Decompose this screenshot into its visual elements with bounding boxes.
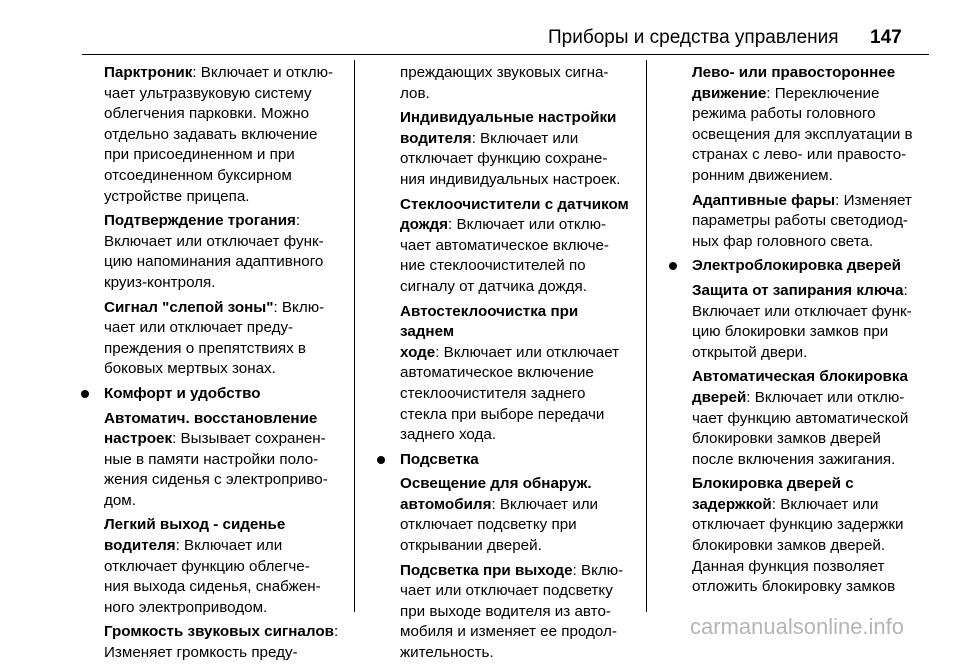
header-rule <box>82 54 929 55</box>
section-heading-text: Электроблокировка дверей <box>692 257 902 275</box>
text-column-3 <box>692 63 932 602</box>
setting-text: : Изменяет громкость преду- <box>104 623 339 662</box>
setting-text: : Включает или отклю- чает функцию автоматической блокировки замков дверей после включения зажигания. <box>692 388 909 468</box>
setting-term: Легкий выход - сиденье водителя <box>104 516 286 555</box>
page-header <box>0 0 960 56</box>
setting-term: Автоматическая блокировка дверей <box>692 368 908 406</box>
setting-text: : Включает или отключает автоматическое включение стеклоочистителя заднего стекла при выборе передачи заднего хода. <box>400 343 620 444</box>
bullet-dot-icon <box>81 390 89 398</box>
setting-term: Защита от запирания ключа <box>692 281 904 299</box>
setting-description <box>400 474 635 556</box>
column-divider-2 <box>646 60 647 612</box>
setting-term: Громкость звуковых сигналов <box>104 623 334 641</box>
setting-description <box>692 474 932 598</box>
setting-term: Лево- или правостороннее движение <box>692 64 896 102</box>
section-heading <box>692 256 932 277</box>
setting-description <box>400 108 635 190</box>
bullet-dot-icon <box>377 456 385 464</box>
setting-description <box>692 191 932 253</box>
setting-text: : Включает или отклю- чает автоматическое включе- ние стеклоочистителей по сигналу от датчика дождя. <box>400 216 609 295</box>
setting-term: Автоматич. восстановление настроек <box>104 409 318 448</box>
setting-term: Адаптивные фары <box>692 191 836 209</box>
setting-term: Подтверждение трогания <box>104 212 296 230</box>
setting-text: : Включает или отключает функцию облегче- ния выхода сиденья, снабжен- ного электроприводом. <box>104 537 321 616</box>
section-heading <box>104 384 348 405</box>
setting-description <box>400 63 635 104</box>
setting-description <box>400 195 635 298</box>
setting-term: Сигнал "слепой зоны" <box>104 298 274 316</box>
setting-term: Подсветка при выходе <box>400 561 573 579</box>
setting-text: преждающих звуковых сигна- лов. <box>400 64 609 102</box>
section-heading <box>400 450 635 471</box>
section-heading-text: Комфорт и удобство <box>104 384 261 402</box>
setting-text: : Вклю- чает или отключает преду- преждения о препятствиях в боковых мертвых зонах. <box>104 298 325 378</box>
column-divider-1 <box>354 60 355 612</box>
setting-term: Стеклоочистители с датчиком дождя <box>400 195 629 234</box>
setting-term: Блокировка дверей с задержкой <box>692 475 854 513</box>
setting-text: : Включает или отключает функцию сохране- ния индивидуальных настроек. <box>400 129 621 188</box>
setting-description <box>400 561 635 664</box>
setting-text: : Вызывает сохранен- ные в памяти настройки поло- жения сиденья с электроприво- дом. <box>104 430 328 509</box>
setting-text: : Включает и отклю- чает ультразвуковую систему облегчения парковки. Можно отдельно задавать включение при присоединенном и при отсоединенном буксирном устройстве прицепа. <box>104 64 334 205</box>
setting-description <box>692 63 932 187</box>
setting-description <box>104 622 348 663</box>
section-heading-text: Подсветка <box>400 450 479 468</box>
setting-text: : Изменяет параметры работы светодиод- ных фар головного света. <box>692 191 912 250</box>
setting-description <box>104 409 348 512</box>
page-number: 147 <box>870 27 902 48</box>
setting-description <box>104 211 348 293</box>
setting-description <box>104 298 348 380</box>
setting-text: : Включает или отключает функ- цию блокировки замков при открытой двери. <box>692 281 912 361</box>
setting-term: Освещение для обнаруж. автомобиля <box>400 475 592 513</box>
setting-description <box>692 367 932 470</box>
setting-description <box>692 281 932 363</box>
setting-term: Автостеклоочистка при заднем ходе <box>400 302 579 361</box>
setting-text: : Включает или отключает функцию задержки блокировки замков дверей. Данная функция позволяет отложить блокировку замков <box>692 495 904 596</box>
setting-term: Индивидуальные настройки водителя <box>400 109 617 147</box>
setting-text: : Вклю- чает или отключает подсветку при выходе водителя из авто- мобиля и изменяет ее продол- жительность. <box>400 561 624 662</box>
page-title: Приборы и средства управления <box>548 27 839 48</box>
text-column-1 <box>104 63 348 668</box>
setting-description <box>104 63 348 207</box>
setting-text: : Переключение режима работы головного освещения для эксплуатации в странах с лево- или правосто- ронним движением. <box>692 84 913 184</box>
bullet-dot-icon <box>669 262 677 270</box>
watermark: carmanualsonline.info <box>690 614 905 639</box>
setting-text: : Включает или отключает функ- цию напоминания адаптивного круиз-контроля. <box>104 212 324 291</box>
setting-text: : Включает или отключает подсветку при открывании дверей. <box>400 495 599 555</box>
text-column-2 <box>400 63 635 668</box>
setting-description <box>104 515 348 618</box>
setting-description <box>400 302 635 446</box>
setting-term: Парктроник <box>104 64 193 81</box>
